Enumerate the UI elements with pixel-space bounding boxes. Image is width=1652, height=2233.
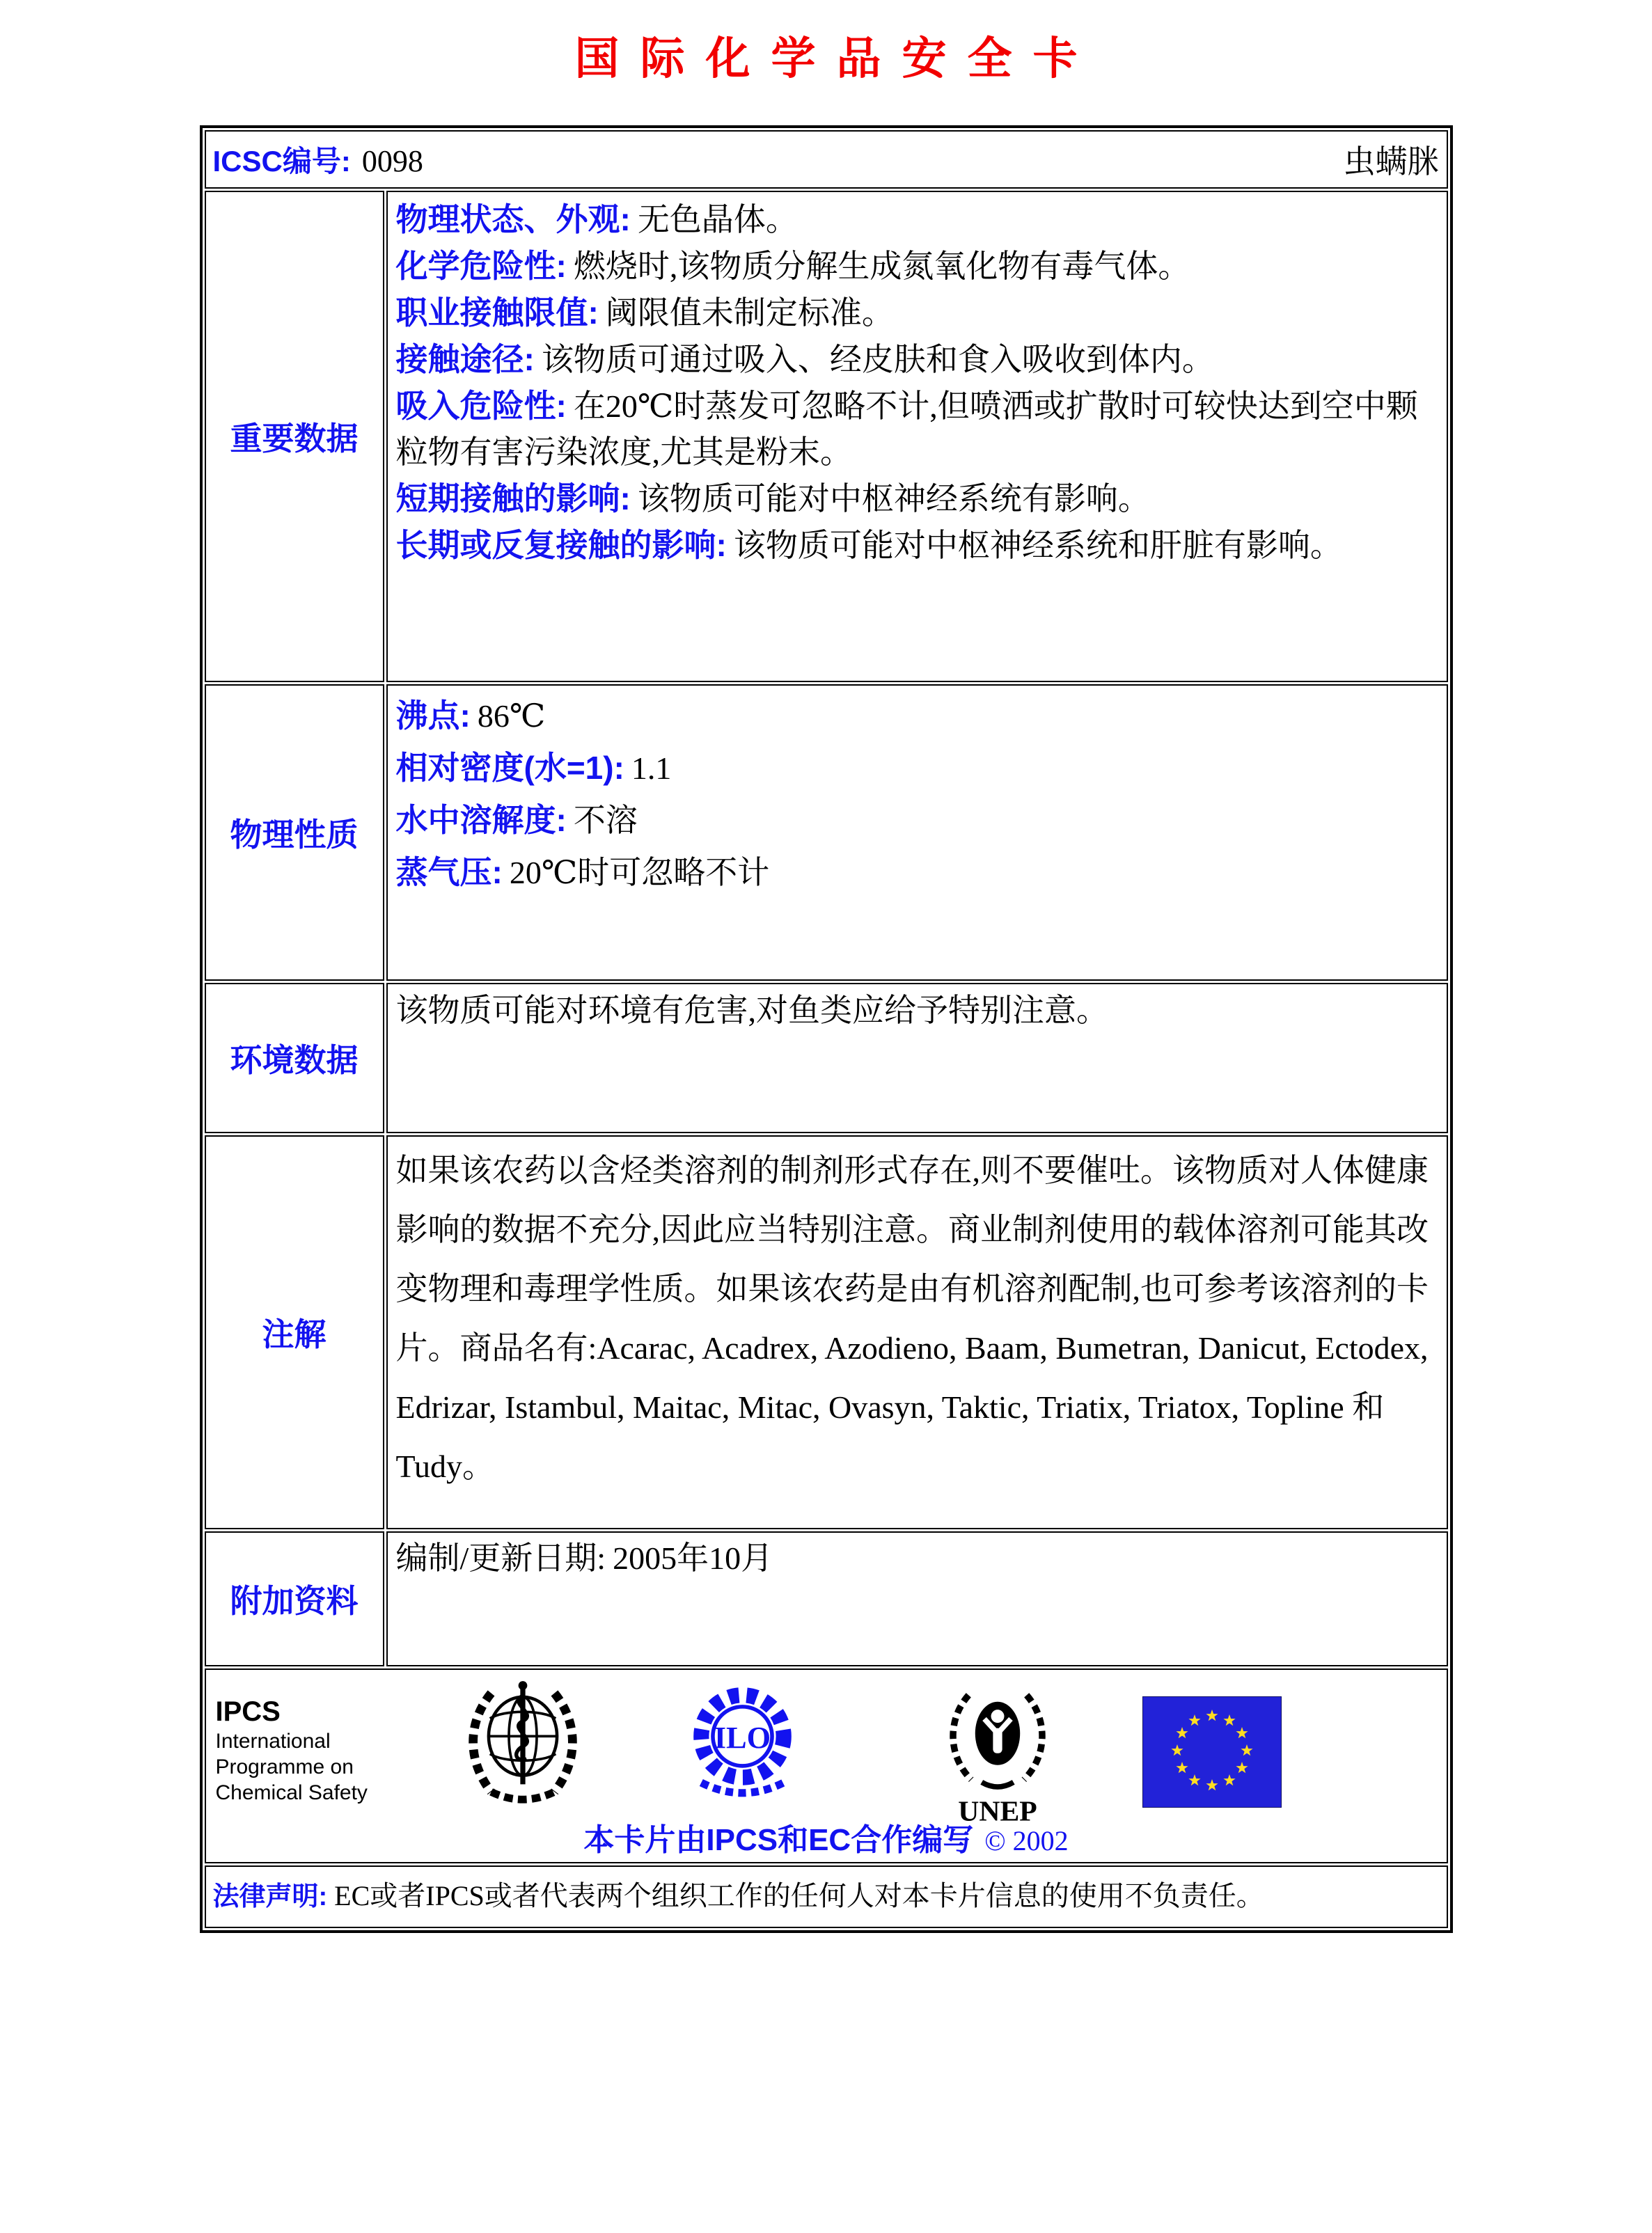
chemical-name: 虫螨脒 [1343,143,1440,180]
logos-cell [205,1668,1448,1863]
entry-label: 沸点: [395,697,471,734]
entry-vapor-pressure [396,846,1438,899]
ipcs-text-block [216,1695,368,1806]
notes-text: 如果该农药以含烃类溶剂的制剂形式存在,则不要催吐。该物质对人体健康影响的数据不充分,因此应当特别注意。商业制剂使用的载体溶剂可能其改变物理和毒理学性质。如果该农药是由有机溶剂配制,也可参考该溶剂的卡片。商品名有:Acarac, Acadrex, Azodieno, Baam, Bumetran, Danicut, Ectodex, Edrizar, Istambul, Maitac, Mitac, Ovasyn, Taktic, Triatix, Triatox, Topline 和 Tudy。 [395,1152,1429,1484]
entry-label: 水中溶解度: [395,801,567,838]
cooperation-caption-text: 本卡片由IPCS和EC合作编写 [583,1822,974,1857]
section-label-notes: 注解 [205,1135,384,1529]
icsc-number-group [213,139,423,180]
update-date-label: 编制/更新日期: [395,1540,606,1576]
entry-label: 吸入危险性: [395,387,567,424]
entry-text: 在20℃时蒸发可忽略不计,但喷洒或扩散时可较快达到空中颗粒物有害污染浓度,尤其是粉末。 [395,388,1418,470]
ilo-label: ILO [714,1719,771,1755]
unep-icon [931,1674,1064,1826]
physical-properties-content [386,684,1448,981]
entry-text: 86℃ [477,697,546,734]
header-row [205,130,1448,189]
entry-text: 该物质可通过吸入、经皮肤和食入吸收到体内。 [541,341,1214,377]
icsc-card-table [200,125,1453,1933]
section-label-important-data: 重要数据 [205,191,384,682]
icsc-number-value: 0098 [361,143,423,178]
section-label-additional-info: 附加资料 [205,1531,384,1666]
entry-text: 不溶 [573,802,638,838]
legal-text: EC或者IPCS或者代表两个组织工作的任何人对本卡片信息的使用不负责任。 [334,1880,1264,1912]
environment-data-row [205,983,1448,1133]
entry-text: 1.1 [631,750,672,786]
unep-label: UNEP [957,1795,1037,1826]
section-label-environment-data: 环境数据 [205,983,384,1133]
who-icon [453,1675,592,1815]
legal-label: 法律声明: [212,1882,328,1912]
entry-occupational-limit [396,290,1438,336]
entry-label: 相对密度(水=1): [395,749,624,786]
ipcs-subtitle-line: Chemical Safety [215,1781,368,1804]
additional-info-content [386,1531,1448,1666]
cooperation-caption [206,1815,1447,1859]
entry-label: 化学危险性: [395,247,567,284]
entry-label: 接触途径: [395,340,535,377]
entry-chemical-danger [396,243,1438,290]
ipcs-subtitle-line: Programme on [215,1755,354,1778]
entry-label: 职业接触限值: [395,294,599,331]
entry-exposure-route [396,336,1438,383]
additional-info-row [205,1531,1448,1666]
header-cell [205,130,1448,189]
entry-label: 物理状态、外观: [395,200,631,237]
entry-text: 无色晶体。 [637,201,798,237]
entry-water-solubility [396,794,1438,846]
entry-physical-state [396,196,1438,243]
important-data-content [386,191,1448,682]
update-date-value: 2005年10月 [613,1540,773,1576]
entry-short-term-effects [396,475,1438,522]
ipcs-subtitle-line: International [215,1729,331,1753]
notes-row [205,1135,1448,1529]
ipcs-acronym: IPCS [215,1696,281,1727]
copyright-text: © 2002 [984,1824,1069,1856]
environment-text: 该物质可能对环境有危害,对鱼类应给予特别注意。 [395,992,1108,1028]
physical-properties-row [205,684,1448,981]
ilo-icon [678,1680,807,1808]
entry-label: 长期或反复接触的影响: [395,526,727,563]
entry-text: 燃烧时,该物质分解生成氮氧化物有毒气体。 [573,248,1190,284]
legal-row [205,1865,1448,1928]
icsc-number-label: ICSC编号: [212,144,351,177]
page-title: 国际化学品安全卡 [574,34,1099,84]
notes-content [386,1135,1448,1529]
entry-label: 蒸气压: [395,853,503,890]
entry-text: 该物质可能对中枢神经系统和肝脏有影响。 [733,527,1342,563]
environment-data-content [386,983,1448,1133]
entry-text: 该物质可能对中枢神经系统有影响。 [637,480,1150,516]
logos-row [205,1668,1448,1863]
section-label-physical-properties: 物理性质 [205,684,384,981]
entry-text: 阈限值未制定标准。 [605,294,894,331]
legal-cell [205,1865,1448,1928]
entry-boiling-point [396,690,1438,742]
important-data-row [205,191,1448,682]
eu-flag-icon [1142,1696,1282,1808]
entry-label: 短期接触的影响: [395,480,631,516]
entry-inhalation-risk [396,383,1438,475]
entry-long-term-effects [396,522,1438,569]
entry-relative-density [396,742,1438,794]
entry-text: 20℃时可忽略不计 [509,854,770,890]
